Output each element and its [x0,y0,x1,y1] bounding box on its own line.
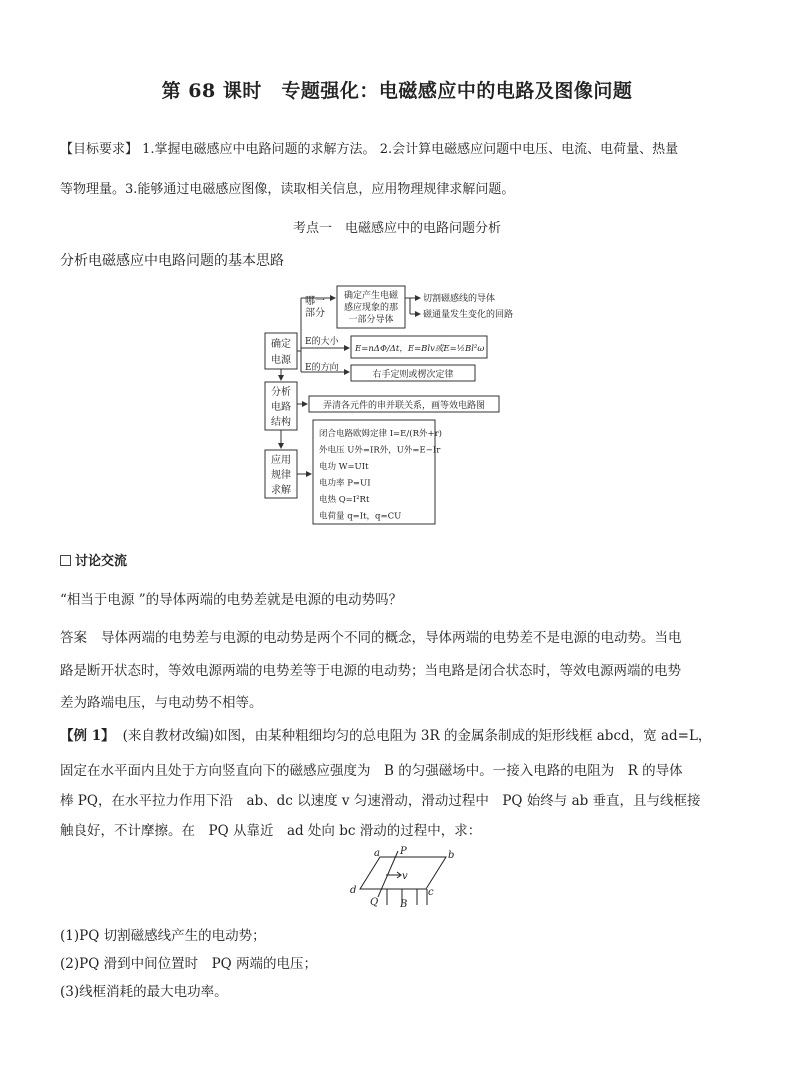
box-analyze-l2: 电路 [271,402,291,413]
law-item: 闭合电路欧姆定律 I=E/(R外+r) [319,429,442,439]
label-emf-size: E的大小 [305,337,339,347]
label-d: d [350,885,357,896]
flowchart [255,278,515,530]
direction-rule: 右手定则或楞次定律 [372,370,454,380]
label-which-l1: 哪一 [305,296,325,307]
box-conductor-l1: 确定产生电磁 [343,291,399,301]
example-text-4: 触良好，不计摩擦。在 PQ 从靠近 ad 处向 bc 滑动的过程中，求： [60,823,482,839]
goal-text-1: 1.掌握电磁感应中电路问题的求解方法。 2.会计算电磁感应问题中电压、电流、电荷量、热量 [142,142,679,157]
label-B: B [400,899,408,910]
series-parallel-text: 弄清各元件的串并联关系，画等效电路图 [322,401,486,411]
label-emf-direction: E的方向 [305,363,339,373]
box-determine-l2: 电源 [271,355,291,366]
goal-line-1 [60,138,678,157]
label-c: c [428,887,434,898]
label-b: b [448,850,455,861]
example-line-1 [60,724,711,744]
law-item: 电热 Q=I²Rt [319,495,370,505]
box-analyze-l1: 分析 [271,387,291,398]
edit-icon [60,555,71,566]
flux-loop-text: 磁通量发生变化的回路 [423,310,514,320]
label-v: v [402,871,408,882]
page-title: 第 68 课时 专题强化：电磁感应中的电路及图像问题 [161,80,633,102]
box-apply-l3: 求解 [271,485,291,496]
box-conductor-l3: 一部分导体 [348,315,394,325]
example-text-1: (来自教材改编)如图，由某种粗细均匀的总电阻为 3R 的金属条制成的矩形线框 abcd，宽 ad=L， [122,728,712,744]
answer-text-3: 差为路端电压，与电动势不相等。 [60,695,263,711]
law-item: 外电压 U外=IR外，U外=E−Ir [319,445,441,456]
question-1: (1)PQ 切割磁感线产生的电动势； [60,928,266,944]
example-text-2: 固定在水平面内且处于方向竖直向下的磁感应强度为 B 的匀强磁场中。一接入电路的电阻为 R 的导体 [60,763,683,779]
box-analyze-l3: 结构 [271,417,291,428]
rod-PQ [378,851,398,897]
answer-line-1 [60,626,682,646]
subheading: 分析电磁感应中电路问题的基本思路 [60,253,284,269]
box-apply-l2: 规律 [271,470,291,481]
discussion-heading-row [60,550,127,569]
discussion-question: “相当于电源 ”的导体两端的电势差就是电源的电动势吗？ [60,592,403,608]
law-item: 电功 W=UIt [319,462,369,472]
answer-text-2: 路是断开状态时，等效电源两端的电势差等于电源的电动势；当电路是闭合状态时，等效电源两端的电势 [60,663,681,679]
cut-conductor-text: 切割磁感线的导体 [423,294,496,304]
goal-text-2: 等物理量。3.能够通过电磁感应图像，读取相关信息，应用物理规律求解问题。 [60,182,515,197]
law-item: 电荷量 q=It，q=CU [319,511,402,522]
example-figure [340,845,460,911]
emf-formula: E=nΔΦ/Δt，E=Blv或E=½Bl²ω [355,344,485,354]
label-P: P [400,846,407,857]
label-which-l2: 部分 [305,308,325,319]
laws-list [319,428,442,522]
answer-label: 答案 [60,630,87,646]
law-item: 电功率 P=UI [319,478,371,489]
example-label: 【例 1】 [60,728,115,744]
example-text-3: 棒 PQ，在水平拉力作用下沿 ab、dc 以速度 v 匀速滑动，滑动过程中 PQ 始终与 ab 垂直，且与线框接 [60,793,701,809]
goal-label: 【目标要求】 [60,142,139,157]
box-determine-l1: 确定 [271,339,291,350]
discussion-heading: 讨论交流 [75,554,128,569]
box-apply-l1: 应用 [271,455,291,466]
question-2: (2)PQ 滑到中间位置时 PQ 两端的电压； [60,956,318,972]
answer-text-1: 导体两端的电势差与电源的电动势是两个不同的概念，导体两端的电势差不是电源的电动势。当电 [101,630,682,646]
question-3: (3)线框消耗的最大电功率。 [60,984,228,1000]
label-Q: Q [370,897,379,908]
section-heading: 考点一 电磁感应中的电路问题分析 [292,221,501,236]
box-conductor-l2: 感应现象的那 [343,303,399,313]
label-a: a [374,848,380,859]
